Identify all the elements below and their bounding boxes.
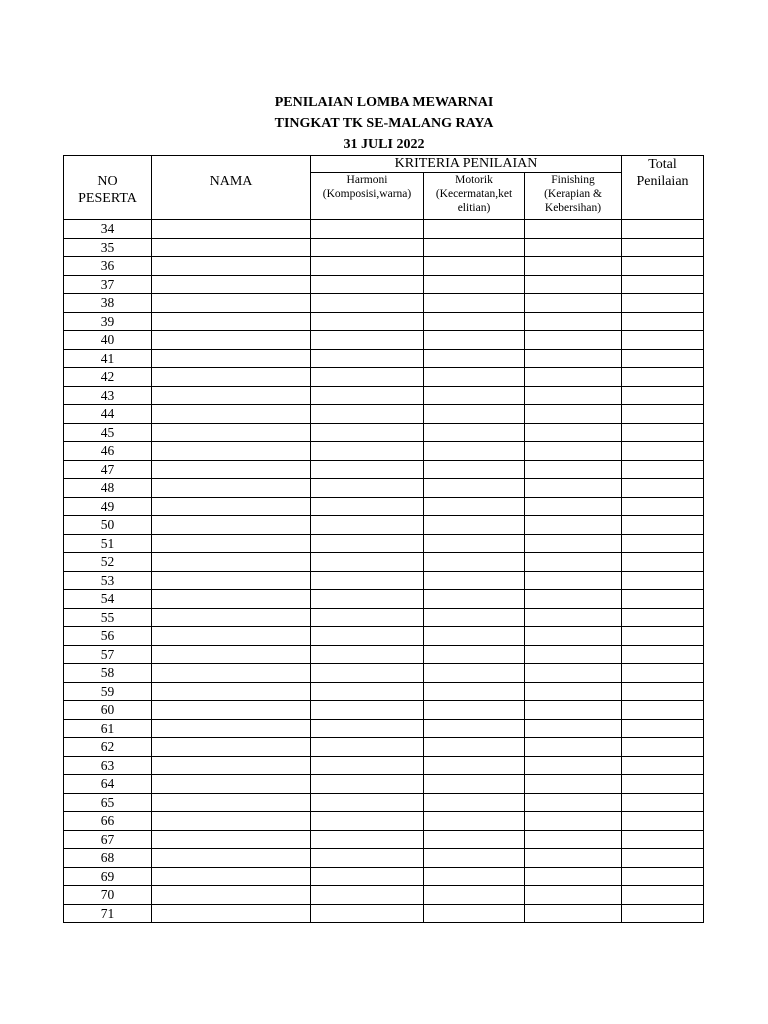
cell-no-peserta: 51	[64, 534, 152, 553]
cell-nama[interactable]	[152, 423, 311, 442]
cell-no-peserta: 65	[64, 793, 152, 812]
cell-total[interactable]	[622, 479, 704, 498]
table-row	[64, 497, 704, 516]
cell-no-peserta: 68	[64, 849, 152, 868]
cell-nama[interactable]	[152, 701, 311, 720]
cell-motorik[interactable]	[424, 867, 525, 886]
cell-nama[interactable]	[152, 645, 311, 664]
table-row	[64, 405, 704, 424]
cell-harmoni[interactable]	[311, 849, 424, 868]
table-row	[64, 701, 704, 720]
cell-motorik[interactable]	[424, 349, 525, 368]
table-row	[64, 608, 704, 627]
cell-motorik[interactable]	[424, 516, 525, 535]
cell-harmoni[interactable]	[311, 682, 424, 701]
cell-no-peserta: 57	[64, 645, 152, 664]
cell-total[interactable]	[622, 238, 704, 257]
cell-finishing[interactable]	[525, 220, 622, 239]
cell-motorik[interactable]	[424, 812, 525, 831]
cell-harmoni[interactable]	[311, 886, 424, 905]
table-row	[64, 738, 704, 757]
cell-finishing[interactable]	[525, 257, 622, 276]
cell-total[interactable]	[622, 497, 704, 516]
cell-harmoni[interactable]	[311, 645, 424, 664]
table-row	[64, 775, 704, 794]
table-row	[64, 368, 704, 387]
cell-finishing[interactable]	[525, 793, 622, 812]
cell-nama[interactable]	[152, 886, 311, 905]
cell-total[interactable]	[622, 793, 704, 812]
cell-nama[interactable]	[152, 386, 311, 405]
cell-no-peserta: 39	[64, 312, 152, 331]
cell-total[interactable]	[622, 812, 704, 831]
cell-no-peserta: 62	[64, 738, 152, 757]
cell-finishing[interactable]	[525, 627, 622, 646]
cell-no-peserta: 34	[64, 220, 152, 239]
cell-total[interactable]	[622, 590, 704, 609]
table-row	[64, 719, 704, 738]
header-kriteria-penilaian: KRITERIA PENILAIAN	[311, 156, 622, 173]
cell-motorik[interactable]	[424, 756, 525, 775]
cell-total[interactable]	[622, 756, 704, 775]
cell-motorik[interactable]	[424, 368, 525, 387]
cell-total[interactable]	[622, 849, 704, 868]
table-row	[64, 257, 704, 276]
cell-finishing[interactable]	[525, 275, 622, 294]
cell-total[interactable]	[622, 386, 704, 405]
cell-finishing[interactable]	[525, 423, 622, 442]
cell-motorik[interactable]	[424, 793, 525, 812]
cell-finishing[interactable]	[525, 738, 622, 757]
cell-no-peserta: 49	[64, 497, 152, 516]
cell-finishing[interactable]	[525, 664, 622, 683]
cell-harmoni[interactable]	[311, 497, 424, 516]
cell-no-peserta: 55	[64, 608, 152, 627]
cell-nama[interactable]	[152, 849, 311, 868]
cell-harmoni[interactable]	[311, 331, 424, 350]
cell-motorik[interactable]	[424, 238, 525, 257]
cell-no-peserta: 50	[64, 516, 152, 535]
cell-nama[interactable]	[152, 497, 311, 516]
cell-total[interactable]	[622, 701, 704, 720]
header-criterion-harmoni	[311, 173, 424, 220]
table-row	[64, 331, 704, 350]
cell-finishing[interactable]	[525, 756, 622, 775]
cell-motorik[interactable]	[424, 627, 525, 646]
cell-total[interactable]	[622, 460, 704, 479]
cell-no-peserta: 47	[64, 460, 152, 479]
table-row	[64, 349, 704, 368]
cell-finishing[interactable]	[525, 516, 622, 535]
cell-total[interactable]	[622, 867, 704, 886]
cell-harmoni[interactable]	[311, 442, 424, 461]
cell-total[interactable]	[622, 664, 704, 683]
cell-harmoni[interactable]	[311, 312, 424, 331]
cell-finishing[interactable]	[525, 904, 622, 923]
cell-finishing[interactable]	[525, 497, 622, 516]
cell-nama[interactable]	[152, 534, 311, 553]
cell-finishing[interactable]	[525, 534, 622, 553]
cell-finishing[interactable]	[525, 867, 622, 886]
table-row	[64, 220, 704, 239]
cell-nama[interactable]	[152, 830, 311, 849]
cell-finishing[interactable]	[525, 460, 622, 479]
cell-nama[interactable]	[152, 590, 311, 609]
cell-harmoni[interactable]	[311, 701, 424, 720]
cell-harmoni[interactable]	[311, 590, 424, 609]
table-row	[64, 275, 704, 294]
cell-motorik[interactable]	[424, 590, 525, 609]
cell-motorik[interactable]	[424, 423, 525, 442]
cell-no-peserta: 48	[64, 479, 152, 498]
cell-finishing[interactable]	[525, 849, 622, 868]
cell-total[interactable]	[622, 553, 704, 572]
cell-motorik[interactable]	[424, 719, 525, 738]
table-row	[64, 793, 704, 812]
cell-no-peserta: 70	[64, 886, 152, 905]
cell-total[interactable]	[622, 608, 704, 627]
table-row	[64, 571, 704, 590]
cell-motorik[interactable]	[424, 275, 525, 294]
table-row	[64, 553, 704, 572]
cell-no-peserta: 53	[64, 571, 152, 590]
table-row	[64, 238, 704, 257]
cell-harmoni[interactable]	[311, 664, 424, 683]
cell-finishing[interactable]	[525, 571, 622, 590]
cell-no-peserta: 66	[64, 812, 152, 831]
table-row	[64, 479, 704, 498]
cell-finishing[interactable]	[525, 719, 622, 738]
cell-motorik[interactable]	[424, 479, 525, 498]
cell-no-peserta: 52	[64, 553, 152, 572]
cell-total[interactable]	[622, 331, 704, 350]
cell-total[interactable]	[622, 220, 704, 239]
cell-motorik[interactable]	[424, 830, 525, 849]
cell-nama[interactable]	[152, 756, 311, 775]
cell-motorik[interactable]	[424, 645, 525, 664]
table-row	[64, 460, 704, 479]
cell-no-peserta: 59	[64, 682, 152, 701]
cell-motorik[interactable]	[424, 682, 525, 701]
cell-harmoni[interactable]	[311, 867, 424, 886]
cell-harmoni[interactable]	[311, 405, 424, 424]
cell-nama[interactable]	[152, 442, 311, 461]
header-criterion-motorik	[424, 173, 525, 220]
cell-harmoni[interactable]	[311, 516, 424, 535]
cell-harmoni[interactable]	[311, 349, 424, 368]
cell-harmoni[interactable]	[311, 220, 424, 239]
cell-harmoni[interactable]	[311, 294, 424, 313]
title-line-2: TINGKAT TK SE-MALANG RAYA	[274, 116, 494, 131]
cell-no-peserta: 40	[64, 331, 152, 350]
cell-total[interactable]	[622, 349, 704, 368]
table-row	[64, 867, 704, 886]
cell-nama[interactable]	[152, 793, 311, 812]
score-table-body	[64, 220, 704, 923]
table-row	[64, 849, 704, 868]
cell-motorik[interactable]	[424, 608, 525, 627]
cell-motorik[interactable]	[424, 405, 525, 424]
cell-nama[interactable]	[152, 368, 311, 387]
cell-harmoni[interactable]	[311, 479, 424, 498]
cell-motorik[interactable]	[424, 331, 525, 350]
cell-harmoni[interactable]	[311, 571, 424, 590]
cell-no-peserta: 64	[64, 775, 152, 794]
cell-harmoni[interactable]	[311, 257, 424, 276]
cell-motorik[interactable]	[424, 664, 525, 683]
cell-total[interactable]	[622, 405, 704, 424]
cell-no-peserta: 58	[64, 664, 152, 683]
cell-no-peserta: 46	[64, 442, 152, 461]
cell-total[interactable]	[622, 442, 704, 461]
cell-nama[interactable]	[152, 294, 311, 313]
cell-finishing[interactable]	[525, 553, 622, 572]
cell-motorik[interactable]	[424, 904, 525, 923]
table-row	[64, 423, 704, 442]
table-row	[64, 590, 704, 609]
cell-no-peserta: 56	[64, 627, 152, 646]
title-line-1: PENILAIAN LOMBA MEWARNAI	[274, 95, 494, 110]
table-row	[64, 294, 704, 313]
cell-total[interactable]	[622, 830, 704, 849]
cell-nama[interactable]	[152, 349, 311, 368]
criterion-name: Harmoni	[346, 174, 388, 186]
table-row	[64, 516, 704, 535]
criterion-name: Motorik	[455, 174, 493, 186]
table-row	[64, 627, 704, 646]
cell-total[interactable]	[622, 423, 704, 442]
cell-nama[interactable]	[152, 738, 311, 757]
cell-no-peserta: 45	[64, 423, 152, 442]
table-row	[64, 830, 704, 849]
cell-finishing[interactable]	[525, 405, 622, 424]
table-row	[64, 886, 704, 905]
cell-total[interactable]	[622, 571, 704, 590]
cell-harmoni[interactable]	[311, 553, 424, 572]
cell-motorik[interactable]	[424, 312, 525, 331]
cell-finishing[interactable]	[525, 590, 622, 609]
table-row	[64, 682, 704, 701]
cell-total[interactable]	[622, 275, 704, 294]
cell-nama[interactable]	[152, 312, 311, 331]
document-title	[0, 92, 768, 155]
cell-total[interactable]	[622, 738, 704, 757]
cell-nama[interactable]	[152, 553, 311, 572]
cell-total[interactable]	[622, 534, 704, 553]
cell-finishing[interactable]	[525, 830, 622, 849]
cell-nama[interactable]	[152, 275, 311, 294]
cell-finishing[interactable]	[525, 479, 622, 498]
cell-total[interactable]	[622, 682, 704, 701]
cell-nama[interactable]	[152, 867, 311, 886]
cell-motorik[interactable]	[424, 886, 525, 905]
table-row	[64, 386, 704, 405]
cell-total[interactable]	[622, 719, 704, 738]
cell-no-peserta: 63	[64, 756, 152, 775]
cell-finishing[interactable]	[525, 238, 622, 257]
cell-total[interactable]	[622, 294, 704, 313]
cell-motorik[interactable]	[424, 738, 525, 757]
cell-harmoni[interactable]	[311, 793, 424, 812]
cell-nama[interactable]	[152, 405, 311, 424]
cell-finishing[interactable]	[525, 775, 622, 794]
cell-finishing[interactable]	[525, 682, 622, 701]
cell-nama[interactable]	[152, 220, 311, 239]
cell-motorik[interactable]	[424, 257, 525, 276]
cell-motorik[interactable]	[424, 460, 525, 479]
cell-harmoni[interactable]	[311, 608, 424, 627]
cell-nama[interactable]	[152, 516, 311, 535]
cell-finishing[interactable]	[525, 312, 622, 331]
cell-no-peserta: 38	[64, 294, 152, 313]
cell-finishing[interactable]	[525, 442, 622, 461]
cell-no-peserta: 35	[64, 238, 152, 257]
cell-no-peserta: 67	[64, 830, 152, 849]
table-row	[64, 904, 704, 923]
header-no-peserta: NO PESERTA	[64, 156, 152, 220]
table-row	[64, 645, 704, 664]
cell-harmoni[interactable]	[311, 627, 424, 646]
cell-no-peserta: 60	[64, 701, 152, 720]
cell-motorik[interactable]	[424, 701, 525, 720]
cell-nama[interactable]	[152, 608, 311, 627]
cell-harmoni[interactable]	[311, 812, 424, 831]
cell-nama[interactable]	[152, 664, 311, 683]
cell-no-peserta: 36	[64, 257, 152, 276]
cell-nama[interactable]	[152, 682, 311, 701]
criterion-name: Finishing	[551, 174, 595, 186]
header-nama: NAMA	[152, 156, 311, 220]
cell-finishing[interactable]	[525, 645, 622, 664]
cell-finishing[interactable]	[525, 701, 622, 720]
cell-harmoni[interactable]	[311, 534, 424, 553]
cell-nama[interactable]	[152, 460, 311, 479]
cell-motorik[interactable]	[424, 220, 525, 239]
cell-total[interactable]	[622, 627, 704, 646]
cell-total[interactable]	[622, 645, 704, 664]
cell-motorik[interactable]	[424, 534, 525, 553]
cell-finishing[interactable]	[525, 386, 622, 405]
header-total-penilaian: Total Penilaian	[622, 156, 704, 220]
cell-finishing[interactable]	[525, 368, 622, 387]
cell-harmoni[interactable]	[311, 904, 424, 923]
title-line-3: 31 JULI 2022	[343, 137, 425, 152]
cell-nama[interactable]	[152, 904, 311, 923]
cell-finishing[interactable]	[525, 812, 622, 831]
cell-no-peserta: 42	[64, 368, 152, 387]
cell-finishing[interactable]	[525, 886, 622, 905]
cell-no-peserta: 61	[64, 719, 152, 738]
criterion-detail: (Komposisi,warna)	[322, 188, 412, 200]
cell-no-peserta: 44	[64, 405, 152, 424]
criterion-detail: (Kecermatan,ket elitian)	[435, 188, 513, 214]
cell-motorik[interactable]	[424, 442, 525, 461]
cell-no-peserta: 43	[64, 386, 152, 405]
table-row	[64, 442, 704, 461]
cell-finishing[interactable]	[525, 294, 622, 313]
cell-harmoni[interactable]	[311, 775, 424, 794]
cell-no-peserta: 71	[64, 904, 152, 923]
cell-finishing[interactable]	[525, 331, 622, 350]
cell-nama[interactable]	[152, 479, 311, 498]
cell-motorik[interactable]	[424, 571, 525, 590]
table-row	[64, 812, 704, 831]
cell-harmoni[interactable]	[311, 275, 424, 294]
cell-finishing[interactable]	[525, 349, 622, 368]
cell-no-peserta: 41	[64, 349, 152, 368]
cell-harmoni[interactable]	[311, 460, 424, 479]
cell-harmoni[interactable]	[311, 756, 424, 775]
cell-total[interactable]	[622, 368, 704, 387]
cell-nama[interactable]	[152, 719, 311, 738]
cell-harmoni[interactable]	[311, 738, 424, 757]
scoring-table	[63, 155, 704, 923]
cell-total[interactable]	[622, 775, 704, 794]
cell-harmoni[interactable]	[311, 719, 424, 738]
header-criterion-finishing	[525, 173, 622, 220]
cell-harmoni[interactable]	[311, 423, 424, 442]
cell-nama[interactable]	[152, 238, 311, 257]
cell-total[interactable]	[622, 886, 704, 905]
cell-motorik[interactable]	[424, 775, 525, 794]
cell-no-peserta: 54	[64, 590, 152, 609]
cell-no-peserta: 37	[64, 275, 152, 294]
cell-nama[interactable]	[152, 571, 311, 590]
cell-nama[interactable]	[152, 775, 311, 794]
cell-nama[interactable]	[152, 812, 311, 831]
cell-motorik[interactable]	[424, 386, 525, 405]
criterion-detail: (Kerapian & Kebersihan)	[544, 188, 602, 214]
cell-no-peserta: 69	[64, 867, 152, 886]
cell-harmoni[interactable]	[311, 368, 424, 387]
table-row	[64, 312, 704, 331]
cell-finishing[interactable]	[525, 608, 622, 627]
cell-harmoni[interactable]	[311, 830, 424, 849]
cell-motorik[interactable]	[424, 849, 525, 868]
cell-total[interactable]	[622, 904, 704, 923]
table-row	[64, 756, 704, 775]
cell-nama[interactable]	[152, 257, 311, 276]
table-row	[64, 664, 704, 683]
cell-harmoni[interactable]	[311, 386, 424, 405]
cell-motorik[interactable]	[424, 497, 525, 516]
cell-total[interactable]	[622, 257, 704, 276]
cell-nama[interactable]	[152, 331, 311, 350]
cell-harmoni[interactable]	[311, 238, 424, 257]
cell-motorik[interactable]	[424, 553, 525, 572]
cell-total[interactable]	[622, 516, 704, 535]
cell-total[interactable]	[622, 312, 704, 331]
table-row	[64, 534, 704, 553]
cell-nama[interactable]	[152, 627, 311, 646]
cell-motorik[interactable]	[424, 294, 525, 313]
